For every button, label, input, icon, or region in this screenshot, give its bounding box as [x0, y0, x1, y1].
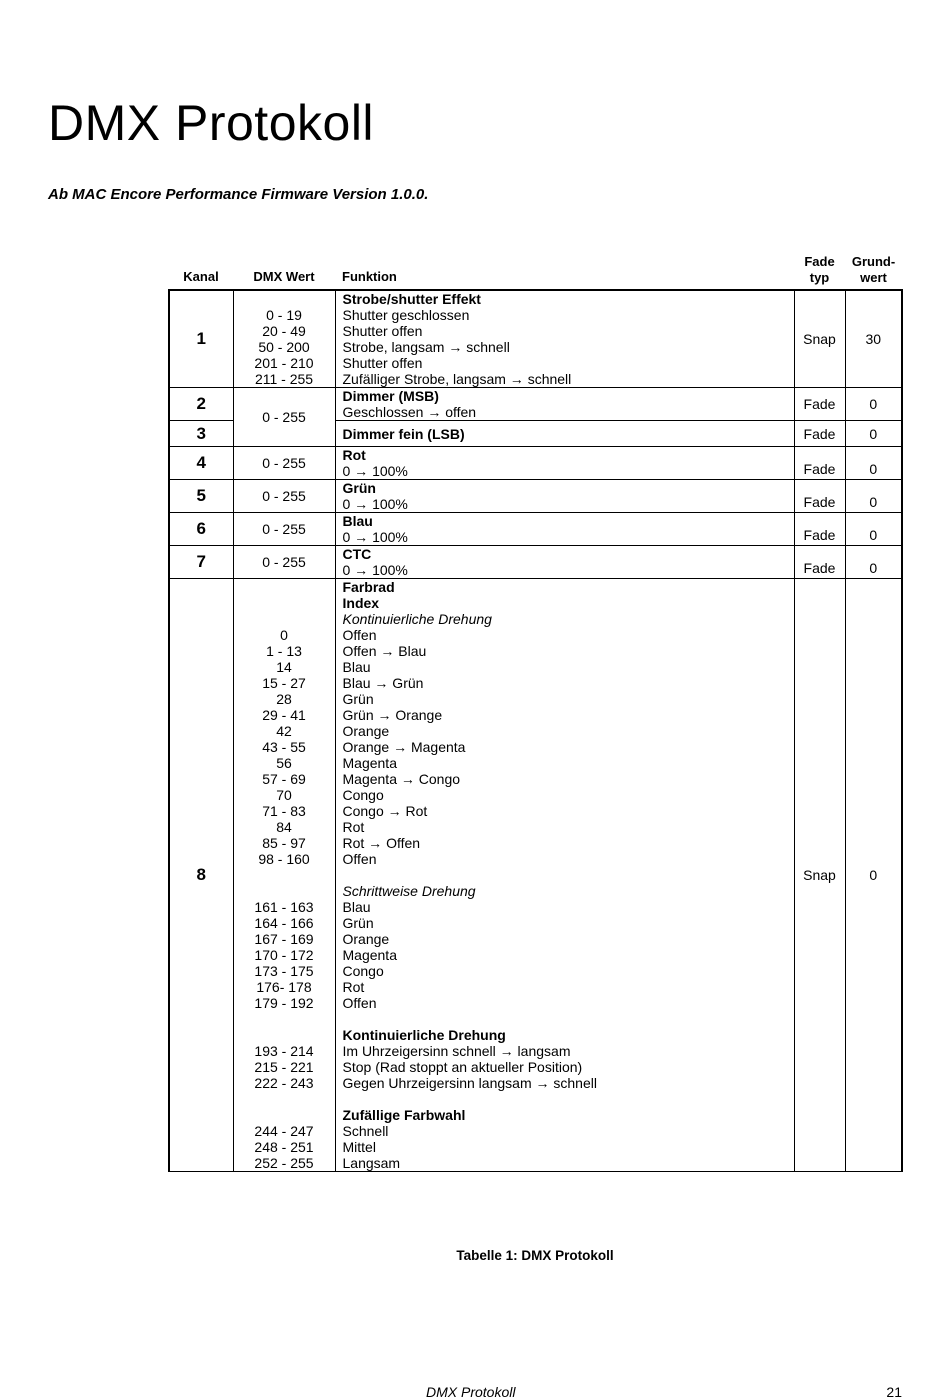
dmx-value: 50 - 200	[258, 339, 310, 355]
function-line: Zufälliger Strobe, langsam → schnell	[342, 371, 572, 387]
dmx-value: 1 - 13	[266, 643, 302, 659]
function-line: Zufällige Farbwahl	[342, 1107, 466, 1123]
firmware-subtitle: Ab MAC Encore Performance Firmware Version 1.0.0.	[48, 186, 429, 203]
footer-title: DMX Protokoll	[426, 1384, 516, 1400]
dmx-value: 201 - 210	[254, 355, 314, 371]
dmx-value: 193 - 214	[254, 1043, 314, 1059]
function-line: Strobe/shutter Effekt	[342, 291, 481, 307]
function-line: Kontinuierliche Drehung	[342, 1027, 506, 1043]
function-cell	[335, 579, 794, 1172]
dmx-value: 0 - 19	[266, 307, 302, 323]
default-value: 0	[845, 388, 902, 421]
channel-number: 1	[169, 290, 233, 388]
dmx-value	[234, 1107, 335, 1123]
function-line: Stop (Rad stoppt an aktueller Position)	[342, 1059, 583, 1075]
function-line: Rot	[342, 447, 366, 463]
function-line: Dimmer (MSB)	[342, 388, 439, 404]
function-line: Gegen Uhrzeigersinn langsam → schnell	[342, 1075, 597, 1091]
dmx-value: 98 - 160	[258, 851, 310, 867]
dmx-value: 0 - 255	[233, 447, 335, 480]
dmx-value: 248 - 251	[254, 1139, 314, 1155]
function-line: Congo → Rot	[342, 803, 428, 819]
function-line: Shutter geschlossen	[342, 307, 470, 323]
dmx-value: 211 - 255	[254, 371, 314, 387]
function-line: Grün	[342, 915, 374, 931]
dmx-value: 173 - 175	[254, 963, 314, 979]
dmx-value: 42	[276, 723, 292, 739]
function-line: Congo	[342, 787, 384, 803]
dmx-value: 164 - 166	[254, 915, 314, 931]
fade-type: Snap	[794, 579, 845, 1172]
channel-number: 3	[169, 421, 233, 447]
dmx-value: 0 - 255	[233, 513, 335, 546]
default-value: 0	[845, 513, 902, 546]
dmx-value: 170 - 172	[254, 947, 314, 963]
dmx-value: 222 - 243	[254, 1075, 314, 1091]
function-line: Orange	[342, 723, 390, 739]
table-row-channel-5	[169, 480, 902, 513]
header-grundwert	[845, 253, 902, 290]
dmx-value	[234, 1011, 335, 1027]
dmx-values-cell	[233, 290, 335, 388]
dmx-value: 43 - 55	[262, 739, 306, 755]
default-value: 0	[845, 447, 902, 480]
default-value: 0	[845, 421, 902, 447]
function-cell	[335, 421, 794, 447]
default-value: 30	[845, 290, 902, 388]
function-line: 0 → 100%	[342, 562, 408, 578]
header-dmx-wert: DMX Wert	[253, 269, 315, 284]
function-line: Rot → Offen	[342, 835, 421, 851]
table-row-channel-1	[169, 290, 902, 388]
function-line: Rot	[342, 819, 365, 835]
fade-type: Fade	[794, 388, 845, 421]
dmx-value	[234, 867, 335, 883]
function-line: Blau	[342, 659, 371, 675]
function-cell	[335, 480, 794, 513]
dmx-value: 215 - 221	[254, 1059, 314, 1075]
function-cell	[335, 388, 794, 421]
function-line: Orange → Magenta	[342, 739, 466, 755]
default-value: 0	[845, 546, 902, 579]
dmx-value: 176- 178	[256, 979, 312, 995]
function-cell	[335, 513, 794, 546]
header-fade-typ-line-2: typ	[809, 270, 830, 285]
channel-number: 7	[169, 546, 233, 579]
function-line: Blau → Grün	[342, 675, 424, 691]
dmx-value	[234, 1027, 335, 1043]
function-line: Dimmer fein (LSB)	[342, 425, 465, 442]
table-row-channel-2	[169, 388, 902, 421]
dmx-value: 57 - 69	[262, 771, 306, 787]
dmx-protocol-table	[168, 253, 903, 1172]
function-line	[343, 1091, 794, 1107]
header-fade-typ-line-1: Fade	[804, 254, 835, 269]
dmx-value: 0 - 255	[233, 546, 335, 579]
function-line: Shutter offen	[342, 355, 423, 371]
function-line: Farbrad	[342, 579, 395, 595]
fade-type: Fade	[794, 546, 845, 579]
fade-type: Fade	[794, 447, 845, 480]
dmx-value: 56	[276, 755, 292, 771]
header-fade-typ	[794, 253, 845, 290]
table-row-channel-8	[169, 579, 902, 1172]
dmx-value: 0 - 255	[233, 480, 335, 513]
header-kanal: Kanal	[183, 269, 219, 284]
channel-number: 2	[169, 388, 233, 421]
dmx-value: 167 - 169	[254, 931, 314, 947]
function-line: CTC	[342, 546, 372, 562]
dmx-value: 28	[276, 691, 292, 707]
function-line: Schrittweise Drehung	[342, 883, 476, 899]
page-number: 21	[886, 1384, 902, 1400]
table-row-channel-6	[169, 513, 902, 546]
dmx-value: 161 - 163	[254, 899, 314, 915]
dmx-value	[234, 611, 335, 627]
function-line: Grün	[342, 691, 374, 707]
function-line: Grün → Orange	[342, 707, 443, 723]
function-line: Orange	[342, 931, 390, 947]
dmx-value	[234, 1091, 335, 1107]
dmx-value	[234, 883, 335, 899]
function-line: Magenta	[342, 947, 397, 963]
dmx-value: 15 - 27	[262, 675, 306, 691]
function-line: Kontinuierliche Drehung	[342, 611, 492, 627]
fade-type: Snap	[794, 290, 845, 388]
dmx-values-cell	[233, 579, 335, 1172]
function-line: Magenta → Congo	[342, 771, 461, 787]
function-line: Blau	[342, 899, 371, 915]
table-header-row	[169, 253, 902, 290]
default-value: 0	[845, 480, 902, 513]
table-row-channel-7	[169, 546, 902, 579]
function-line: Blau	[342, 513, 373, 529]
dmx-value: 70	[276, 787, 292, 803]
dmx-value	[234, 595, 335, 611]
fade-type: Fade	[794, 421, 845, 447]
dmx-value: 244 - 247	[254, 1123, 314, 1139]
function-line: Magenta	[342, 755, 397, 771]
channel-number: 5	[169, 480, 233, 513]
dmx-value: 0 - 255	[233, 388, 335, 447]
fade-type: Fade	[794, 480, 845, 513]
header-funktion: Funktion	[342, 269, 397, 284]
function-line: Mittel	[342, 1139, 376, 1155]
dmx-value: 84	[276, 819, 292, 835]
function-line: Schnell	[342, 1123, 389, 1139]
channel-number: 8	[169, 579, 233, 1172]
channel-number: 4	[169, 447, 233, 480]
dmx-value: 14	[276, 659, 292, 675]
function-cell	[335, 546, 794, 579]
function-line: Shutter offen	[342, 323, 423, 339]
function-line: Congo	[342, 963, 384, 979]
page-title: DMX Protokoll	[48, 95, 375, 151]
function-line: Index	[342, 595, 380, 611]
dmx-value: 179 - 192	[254, 995, 314, 1011]
default-value: 0	[845, 579, 902, 1172]
function-line: Offen	[342, 627, 377, 643]
function-line: 0 → 100%	[342, 496, 408, 512]
channel-number: 6	[169, 513, 233, 546]
table-row-channel-4	[169, 447, 902, 480]
dmx-value	[234, 579, 335, 595]
dmx-value: 252 - 255	[254, 1155, 314, 1171]
function-line	[343, 1011, 794, 1027]
dmx-value: 20 - 49	[262, 323, 306, 339]
function-cell	[335, 290, 794, 388]
function-line: Offen	[342, 851, 377, 867]
function-line: 0 → 100%	[342, 463, 408, 479]
function-line: Langsam	[342, 1155, 401, 1171]
header-grundwert-line-1: Grund-	[851, 254, 896, 269]
function-line: 0 → 100%	[342, 529, 408, 545]
header-grundwert-line-2: wert	[860, 270, 887, 285]
function-line: Grün	[342, 480, 376, 496]
dmx-value	[234, 291, 335, 307]
dmx-value: 29 - 41	[262, 707, 306, 723]
function-line: Strobe, langsam → schnell	[342, 339, 510, 355]
table-caption: Tabelle 1: DMX Protokoll	[456, 1248, 614, 1263]
dmx-value: 85 - 97	[262, 835, 306, 851]
function-line: Offen → Blau	[342, 643, 427, 659]
dmx-value: 71 - 83	[262, 803, 306, 819]
dmx-value: 0	[280, 627, 288, 643]
function-cell	[335, 447, 794, 480]
fade-type: Fade	[794, 513, 845, 546]
function-line: Geschlossen → offen	[342, 404, 477, 420]
function-line: Im Uhrzeigersinn schnell → langsam	[342, 1043, 571, 1059]
function-line: Rot	[342, 979, 365, 995]
function-line	[343, 867, 794, 883]
function-line: Offen	[342, 995, 377, 1011]
